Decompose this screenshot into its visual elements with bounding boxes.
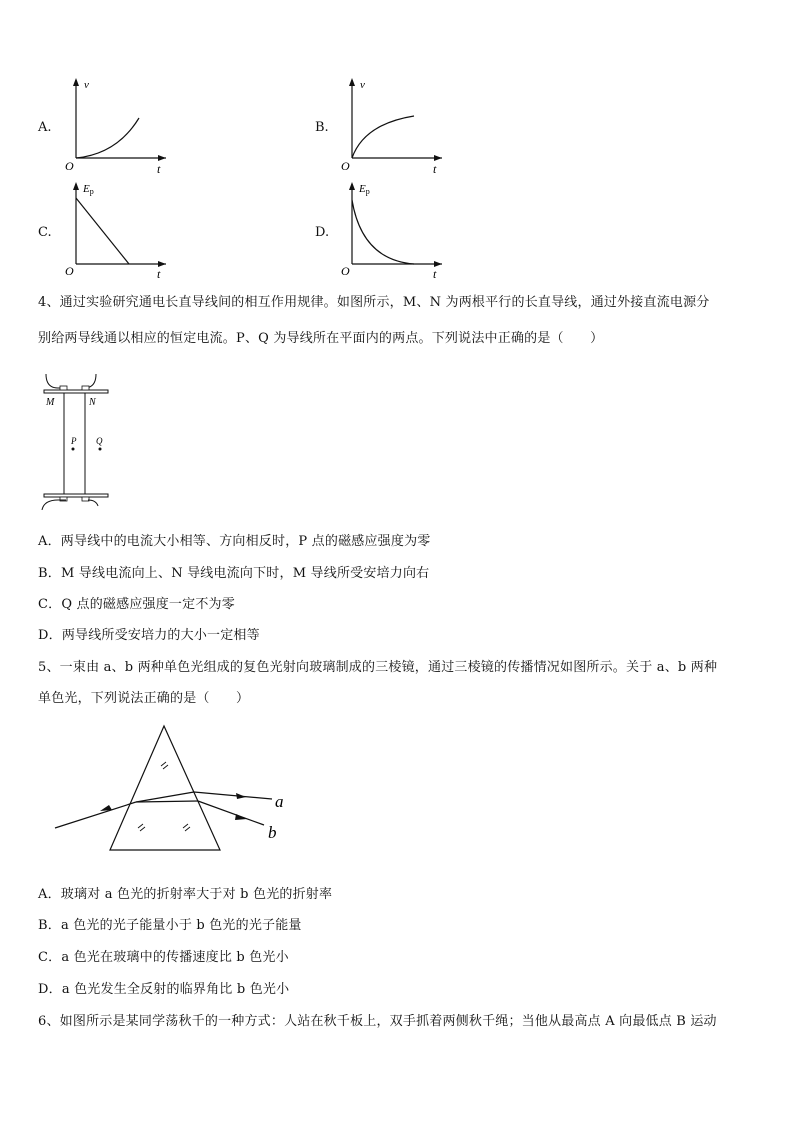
point-q-label: Q	[96, 436, 103, 446]
axis-x-label: t	[433, 162, 437, 176]
q4-option-a: A．两导线中的电流大小相等、方向相反时，P 点的磁感应强度为零	[38, 534, 431, 549]
q6-stem-line1: 6、如图所示是某同学荡秋千的一种方式：人站在秋千板上，双手抓着两侧秋千绳；当他从最高点 A 向最低点 B 运动	[38, 1014, 717, 1029]
point-p-label: P	[71, 436, 77, 446]
origin-label: O	[65, 264, 74, 278]
q4-option-c: C．Q 点的磁感应强度一定不为零	[38, 597, 235, 612]
q5-option-d: D．a 色光发生全反射的临界角比 b 色光小	[38, 982, 290, 997]
q4-stem-line2: 别给两导线通以相应的恒定电流。P、Q 为导线所在平面内的两点。下列说法中正确的是（ ）	[38, 331, 604, 346]
origin-label: O	[341, 264, 350, 278]
q4-option-d: D．两导线所受安培力的大小一定相等	[38, 628, 260, 643]
graph-d	[338, 178, 448, 280]
origin-label: O	[341, 159, 350, 173]
prism	[110, 726, 220, 850]
option-c-label: C.	[38, 225, 52, 240]
q5-option-c: C．a 色光在玻璃中的传播速度比 b 色光小	[38, 950, 289, 965]
axis-y-label: Ep	[83, 183, 94, 196]
option-b-label: B.	[315, 120, 329, 135]
wire-m-label: M	[46, 397, 55, 408]
ray-a-label: a	[275, 792, 284, 811]
axis-y-label: v	[360, 79, 365, 91]
q5-stem-line2: 单色光，下列说法正确的是（ ）	[38, 691, 250, 706]
wire-n-label: N	[89, 397, 96, 408]
q5-option-a: A．玻璃对 a 色光的折射率大于对 b 色光的折射率	[38, 887, 333, 902]
graph-b	[338, 74, 448, 176]
axis-y-label: Ep	[359, 183, 370, 196]
option-d-label: D.	[315, 225, 330, 240]
option-a-label: A.	[38, 120, 52, 135]
axis-x-label: t	[433, 267, 437, 280]
curve-b	[352, 116, 414, 158]
q4-wire-figure	[36, 372, 116, 510]
axis-x-label: t	[157, 162, 161, 176]
graph-c	[62, 178, 172, 280]
axis-y-label: v	[84, 79, 89, 91]
curve-a	[76, 118, 139, 158]
q4-option-b: B．M 导线电流向上、N 导线电流向下时，M 导线所受安培力向右	[38, 566, 430, 581]
curve-d	[352, 200, 414, 264]
q5-prism-figure	[50, 722, 300, 857]
q5-stem-line1: 5、一束由 a、b 两种单色光组成的复色光射向玻璃制成的三棱镜，通过三棱镜的传播情况如图所示。关于 a、b 两种	[38, 660, 718, 675]
axis-x-label: t	[157, 267, 161, 280]
ray-b-label: b	[268, 823, 277, 842]
origin-label: O	[65, 159, 74, 173]
q5-option-b: B．a 色光的光子能量小于 b 色光的光子能量	[38, 918, 302, 933]
graph-a	[62, 74, 172, 176]
q4-stem-line1: 4、通过实验研究通电长直导线间的相互作用规律。如图所示，M、N 为两根平行的长直导线，通过外接直流电源分	[38, 295, 710, 310]
curve-c	[76, 198, 129, 264]
